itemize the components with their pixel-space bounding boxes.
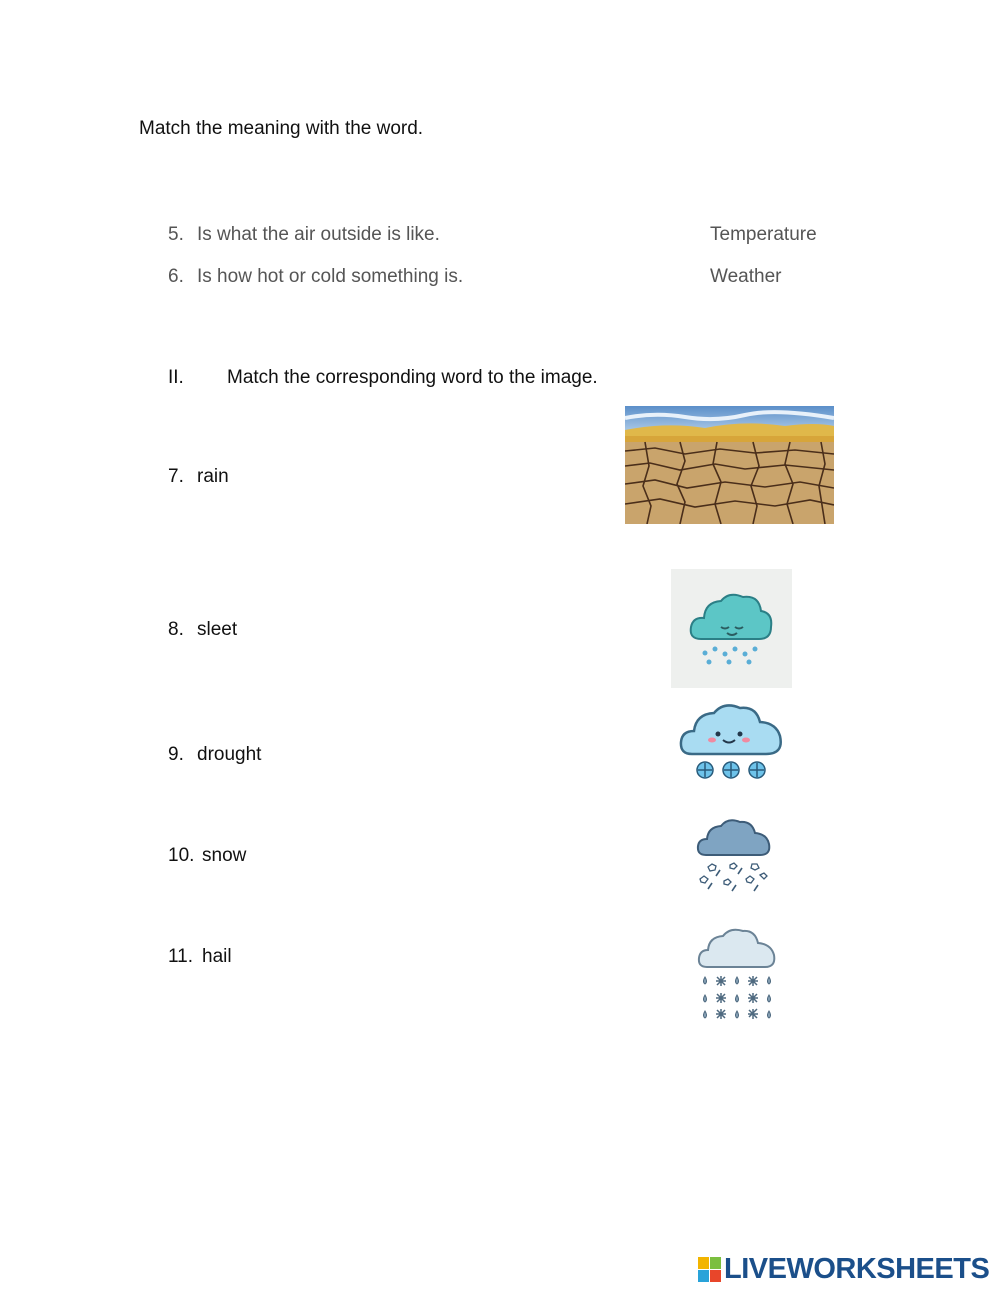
item-number: 5. <box>168 224 184 245</box>
word-item-hail <box>168 946 232 968</box>
word-text: sleet <box>197 619 238 640</box>
dry-cracked-land-image <box>625 406 834 524</box>
meaning-text: Is how hot or cold something is. <box>197 266 464 287</box>
word-text: hail <box>202 946 232 967</box>
word-item-sleet <box>168 619 237 641</box>
section2-instruction: Match the corresponding word to the image. <box>227 367 598 388</box>
item-number: 8. <box>168 619 184 640</box>
meaning-text: Is what the air outside is like. <box>197 224 440 245</box>
section2-roman: II. <box>168 367 184 388</box>
item-number: 6. <box>168 266 184 287</box>
liveworksheets-logo-icon <box>698 1257 722 1283</box>
hail-cloud-image <box>697 925 779 1021</box>
item-number: 11. <box>168 946 194 967</box>
word-text: rain <box>197 466 229 487</box>
word-item-rain <box>168 466 229 488</box>
word-item-snow <box>168 845 246 867</box>
meaning-item-5 <box>168 224 440 246</box>
meaning-item-6 <box>168 266 463 288</box>
section1-instruction: Match the meaning with the word. <box>139 118 424 139</box>
word-text: snow <box>202 845 247 866</box>
match-word-weather: Weather <box>710 266 782 287</box>
word-text: drought <box>197 744 262 765</box>
sleet-cloud-image <box>694 815 774 895</box>
rain-cloud-image <box>671 569 792 688</box>
item-number: 9. <box>168 744 184 765</box>
item-number: 10. <box>168 845 195 866</box>
word-item-drought <box>168 744 261 766</box>
match-word-temperature: Temperature <box>710 224 817 245</box>
item-number: 7. <box>168 466 184 487</box>
liveworksheets-brand[interactable]: LIVEWORKSHEETS <box>724 1253 990 1285</box>
snow-cloud-image <box>678 698 784 784</box>
